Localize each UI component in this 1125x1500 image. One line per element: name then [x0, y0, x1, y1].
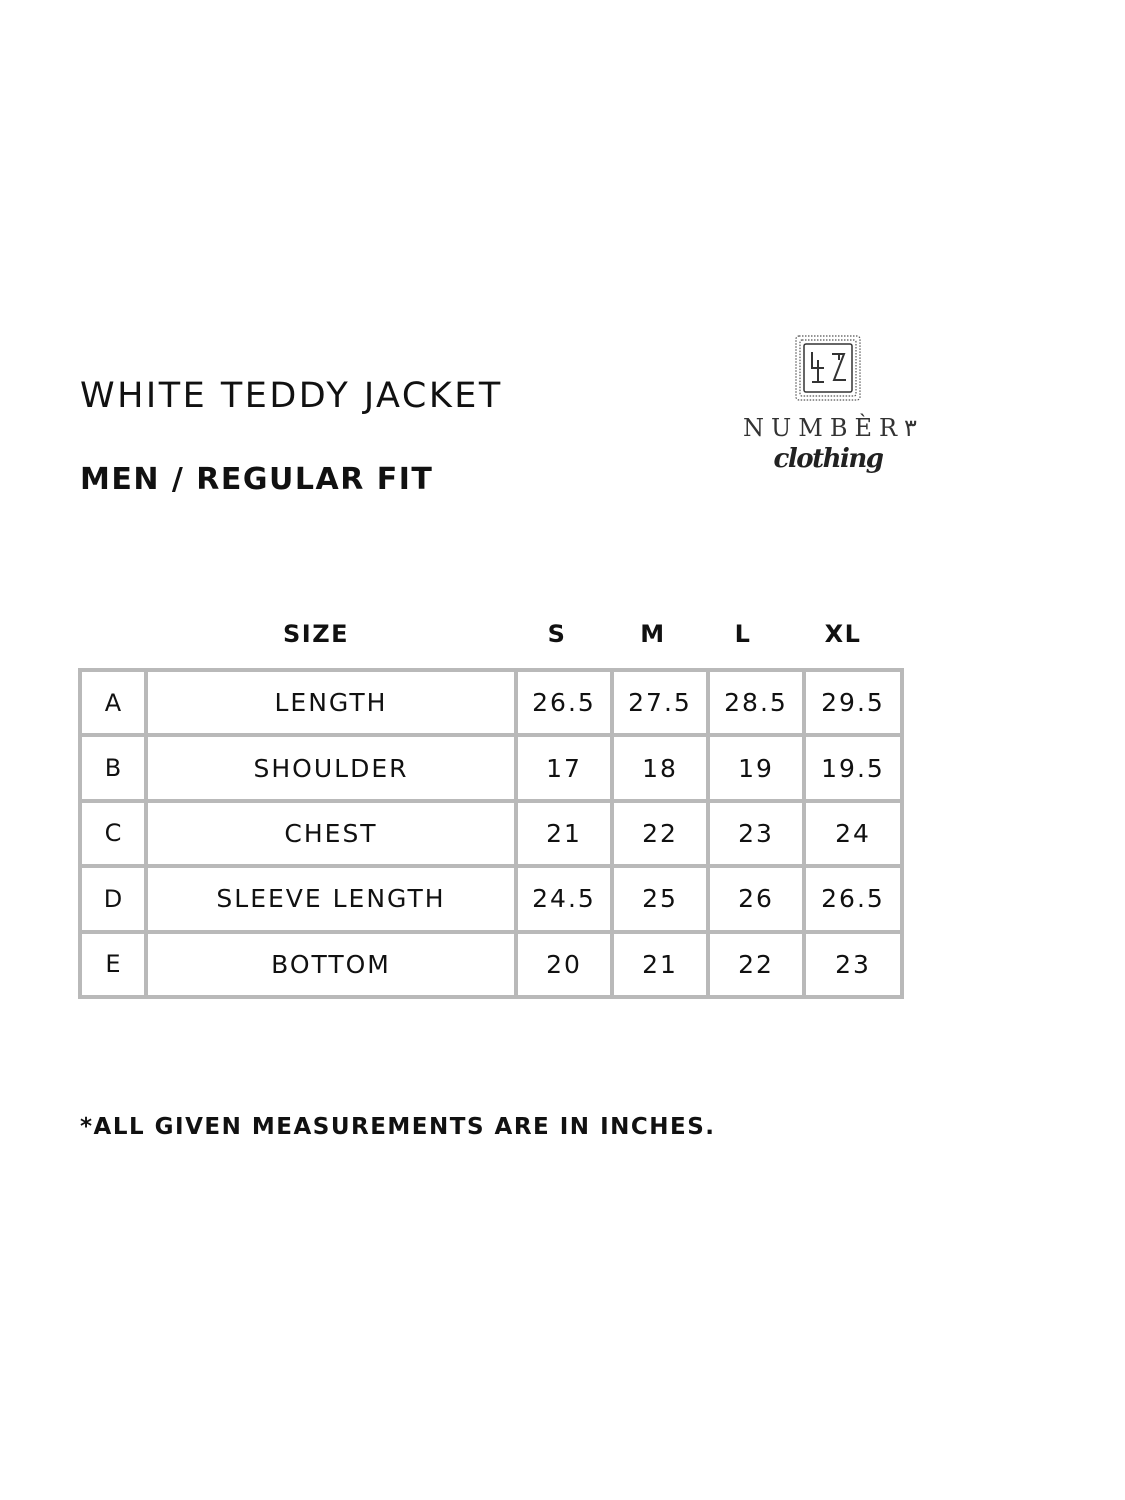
row-code: E — [80, 932, 146, 997]
size-header-xl: XL — [824, 620, 862, 648]
size-header-l: L — [734, 620, 752, 648]
table-row — [80, 735, 902, 800]
measurement-label: BOTTOM — [146, 932, 516, 997]
measurement-value: 22 — [708, 932, 804, 997]
measurement-value: 18 — [612, 735, 708, 800]
measurement-value: 17 — [516, 735, 612, 800]
size-chart-table — [78, 668, 904, 999]
measurement-value: 21 — [516, 801, 612, 866]
measurement-value: 24.5 — [516, 866, 612, 931]
measurement-value: 25 — [612, 866, 708, 931]
brand-logo — [730, 334, 930, 479]
table-row — [80, 801, 902, 866]
row-code: B — [80, 735, 146, 800]
measurement-value: 22 — [612, 801, 708, 866]
measurement-footnote: *ALL GIVEN MEASUREMENTS ARE IN INCHES. — [80, 1114, 716, 1140]
monogram-square-icon — [794, 334, 862, 402]
row-code: D — [80, 866, 146, 931]
measurement-value: 21 — [612, 932, 708, 997]
fit-subtitle: MEN / REGULAR FIT — [80, 462, 434, 497]
measurement-value: 26.5 — [516, 670, 612, 735]
measurement-label: LENGTH — [146, 670, 516, 735]
measurement-value: 23 — [804, 932, 902, 997]
size-header-m: M — [640, 620, 666, 648]
measurement-value: 29.5 — [804, 670, 902, 735]
row-code: C — [80, 801, 146, 866]
measurement-value: 23 — [708, 801, 804, 866]
table-row — [80, 932, 902, 997]
measurement-value: 19.5 — [804, 735, 902, 800]
measurement-value: 27.5 — [612, 670, 708, 735]
measurement-value: 28.5 — [708, 670, 804, 735]
measurement-value: 19 — [708, 735, 804, 800]
measurement-value: 26 — [708, 866, 804, 931]
measurement-value: 26.5 — [804, 866, 902, 931]
measurement-label: SHOULDER — [146, 735, 516, 800]
size-header-s: S — [547, 620, 567, 648]
brand-tagline: clothing — [773, 444, 883, 474]
table-row — [80, 670, 902, 735]
table-row — [80, 866, 902, 931]
row-code: A — [80, 670, 146, 735]
measurement-label: CHEST — [146, 801, 516, 866]
size-column-header: SIZE — [282, 620, 349, 648]
brand-wordmark: NUMBÈR٣ — [743, 414, 917, 442]
product-title: WHITE TEDDY JACKET — [80, 376, 503, 416]
measurement-value: 20 — [516, 932, 612, 997]
measurement-value: 24 — [804, 801, 902, 866]
measurement-label: SLEEVE LENGTH — [146, 866, 516, 931]
